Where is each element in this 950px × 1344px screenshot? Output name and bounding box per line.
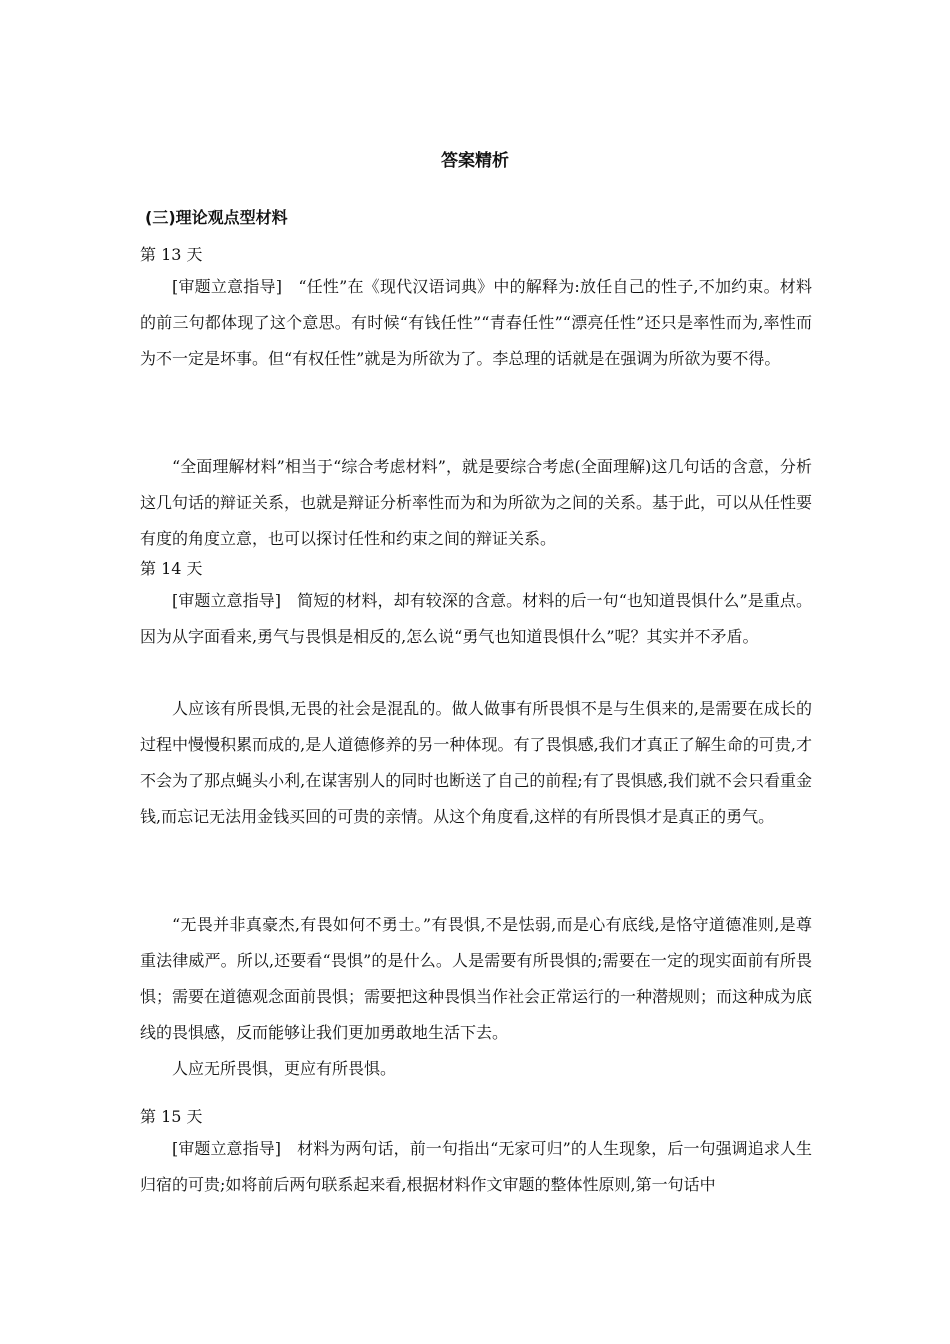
day-13-label: 第 13 天 xyxy=(140,245,203,264)
section-heading: (三)理论观点型材料 xyxy=(145,208,288,227)
page-title: 答案精析 xyxy=(441,151,509,171)
day-14-paragraph-1: [审题立意指导] 简短的材料，却有较深的含意。材料的后一句“也知道畏惧什么”是重点。因为从字面看来,勇气与畏惧是相反的,怎么说“勇气也知道畏惧什么”呢？其实并不矛盾。 xyxy=(140,591,812,646)
day-15-paragraph-1: [审题立意指导] 材料为两句话，前一句指出“无家可归”的人生现象，后一句强调追求人生归宿的可贵;如将前后两句联系起来看,根据材料作文审题的整体性原则,第一句话中 xyxy=(140,1139,812,1194)
day-13-paragraph-1: [审题立意指导] “任性”在《现代汉语词典》中的解释为:放任自己的性子,不加约束。材料的前三句都体现了这个意思。有时候“有钱任性”“青春任性”“漂亮任性”还只是率性而为,率性而为不一定是坏事。但“有权任性”就是为所欲为了。李总理的话就是在强调为所欲为要不得。 xyxy=(140,277,812,368)
day-14-paragraph-2: 人应该有所畏惧,无畏的社会是混乱的。做人做事有所畏惧不是与生俱来的,是需要在成长的过程中慢慢积累而成的,是人道德修养的另一种体现。有了畏惧感,我们才真正了解生命的可贵,才不会为了那点蝇头小利,在谋害别人的同时也断送了自己的前程;有了畏惧感,我们就不会只看重金钱,而忘记无法用金钱买回的可贵的亲情。从这个角度看,这样的有所畏惧才是真正的勇气。 xyxy=(140,699,812,826)
day-14-paragraph-3: “无畏并非真豪杰,有畏如何不勇士。”有畏惧,不是怯弱,而是心有底线,是恪守道德准则,是尊重法律威严。所以,还要看“畏惧”的是什么。人是需要有所畏惧的;需要在一定的现实面前有所畏惧；需要在道德观念面前畏惧；需要把这种畏惧当作社会正常运行的一种潜规则；而这种成为底线的畏惧感，反而能够让我们更加勇敢地生活下去。 xyxy=(140,915,813,1042)
day-13-paragraph-2: “全面理解材料”相当于“综合考虑材料”，就是要综合考虑(全面理解)这几句话的含意，分析这几句话的辩证关系，也就是辩证分析率性而为和为所欲为之间的关系。基于此，可以从任性要有度的角度立意，也可以探讨任性和约束之间的辩证关系。 xyxy=(140,457,813,548)
day-15-label: 第 15 天 xyxy=(140,1107,203,1126)
day-14-paragraph-4: 人应无所畏惧，更应有所畏惧。 xyxy=(172,1059,397,1078)
day-14-label: 第 14 天 xyxy=(140,559,203,578)
